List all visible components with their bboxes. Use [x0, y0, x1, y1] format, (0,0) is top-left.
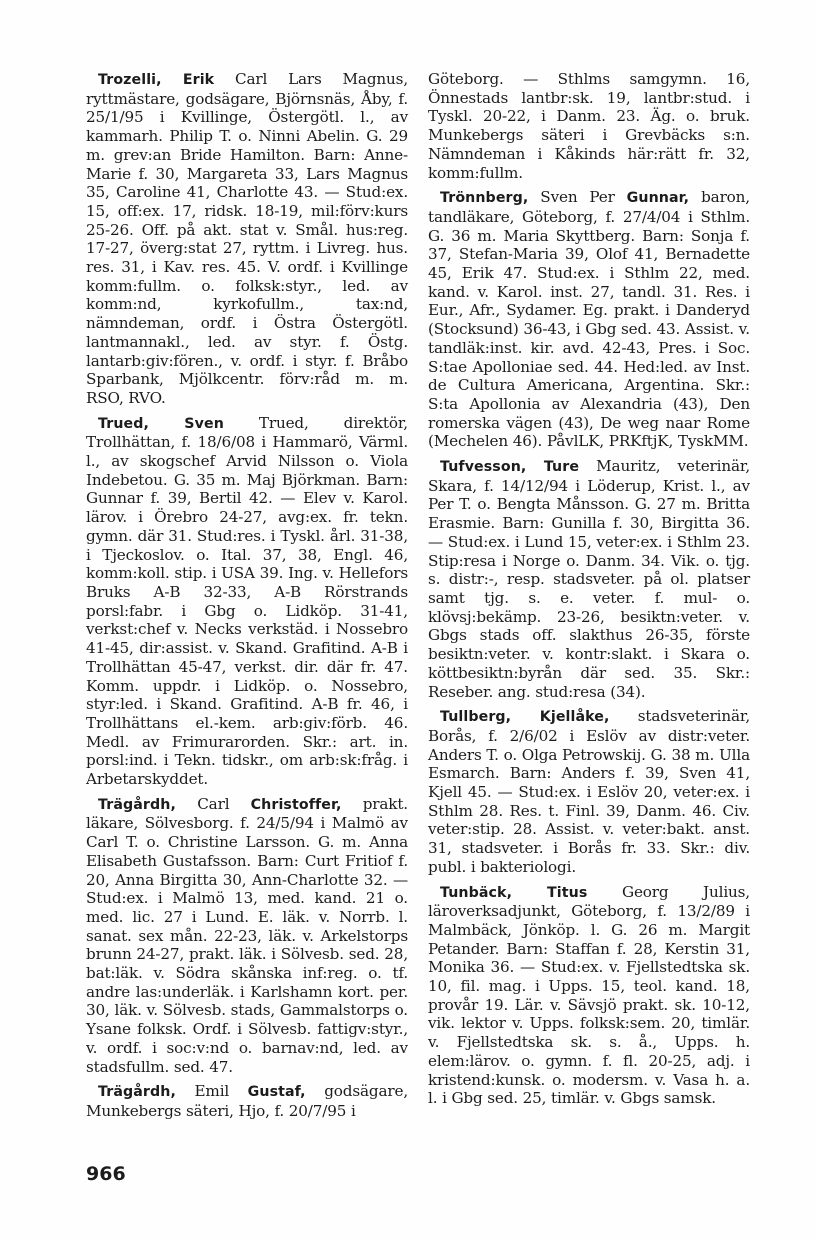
page-number: 966 — [86, 1163, 126, 1185]
entry-name: Trönnberg, — [440, 190, 529, 207]
entry-given-names: Carl — [175, 794, 251, 813]
entry-text: baron, tandläkare, Göteborg, f. 27/4/04 i Sthlm. G. 36 m. Maria Skyttberg. Barn: Sonja f. 37, Stefan-Maria 39, Olof 41, Bernadette 45, Erik 47. Stud:ex. i Sthlm 22, med. kand. v. Karol. inst. 27, tandl. 31. Res. i Eur., Afr., Sydamer. Eg. prakt. i Danderyd (Stocksund) 36-43, i Gbg sed. 43. Assist. v. tandläk:inst. kir. avd. 42-43, Pres. i Soc. S:tae Apolloniae sed. 44. Hed:led. av Inst. de Cultura Americana, Argentina. Skr.: S:ta Apollonia av Alexandria (43), Den romerska vägen (43), De weg naar Rome (Mechelen 46). PåvlLK, PRKftjK, TyskMM. — [428, 188, 750, 451]
entry-call-name: Christoffer, — [250, 796, 342, 813]
entry-name: Tullberg, Kjellåke, — [440, 709, 610, 726]
entry-tullberg — [428, 707, 750, 876]
entry-continuation — [428, 70, 750, 182]
entry-name: Tunbäck, Titus — [440, 884, 588, 901]
entry-name: Trozelli, Erik — [98, 72, 215, 88]
entry-tragardh-carl — [86, 795, 408, 1077]
entry-given-names: Emil — [175, 1082, 248, 1101]
entry-name: Trued, Sven — [98, 415, 224, 432]
entry-given-names: Sven Per — [528, 188, 627, 207]
entry-text: godsägare, Munkebergs säteri, Hjo, f. 20/7/95 i — [86, 1082, 408, 1120]
entry-name: Tufvesson, Ture — [440, 459, 580, 476]
entry-trued — [86, 414, 408, 789]
entry-trozelli — [86, 70, 408, 408]
entry-text: Carl Lars Magnus, ryttmästare, godsägare, Björnsnäs, Åby, f. 25/1/95 i Kvillinge, Östergötl. l., av kammarh. Philip T. o. Ninni Abelin. G. 29 m. grev:an Bride Hamilton. Barn: Anne-Marie f. 30, Margareta 33, Lars Magnus 35, Caroline 41, Charlotte 43. — Stud:ex. 15, off:ex. 17, ridsk. 18-19, mil:förv:kurs 25-26. Off. på akt. stat v. Smål. hus:reg. 17-27, överg:stat 27, ryttm. i Livreg. hus. res. 31, i Kav. res. 45. V. ordf. i Kvillinge komm:fullm. o. folksk:styr., led. av komm:nd, kyrkofullm., tax:nd, nämndeman, ordf. i Östra Östergötl. lantmannakl., led. av styr. f. Östg. lantarb:giv:fören., v. ordf. i styr. f. Bråbo Sparbank, Mjölkcentr. förv:råd m. m. RSO, RVO. — [86, 70, 408, 407]
entry-name: Trägårdh, — [98, 1084, 176, 1101]
entry-call-name: Gustaf, — [247, 1084, 306, 1101]
entry-text: prakt. läkare, Sölvesborg. f. 24/5/94 i Malmö av Carl T. o. Christine Larsson. G. m. Anna Elisabeth Gustafsson. Barn: Curt Fritiof f. 20, Anna Birgitta 30, Ann-Charlotte 32. — Stud:ex. i Malmö 13, med. kand. 21 o. med. lic. 27 i Lund. E. läk. v. Norrb. l. sanat. sex mån. 22-23, läk. v. Arkelstorps brunn 24-27, prakt. läk. i Sölvesb. sed. 28, bat:läk. v. Södra skånska inf:reg. o. tf. andre las:underläk. i Karlshamn kort. per. 30, läk. v. Sölvesb. stads, Gammalstorps o. Ysane folksk. Ordf. i Sölvesb. fattigv:styr., v. ordf. i soc:v:nd o. barnav:nd, led. av stadsfullm. sed. 47. — [86, 794, 408, 1076]
entry-text: Mauritz, veterinär, Skara, f. 14/12/94 i Löderup, Krist. l., av Per T. o. Bengta Månsson. G. 27 m. Britta Erasmie. Barn: Gunilla f. 30, Birgitta 36. — Stud:ex. i Lund 15, veter:ex. i Sthlm 23. Stip:resa i Norge o. Danm. 34. Vik. o. tjg. s. distr:-, resp. stadsveter. på ol. platser samt tjg. s. e. veter. f. mul- o. klövsj:bekämp. 23-26, besiktn:veter. v. Gbgs stads off. slakthus 26-35, förste besiktn:veter. v. kontr:slakt. i Skara o. köttbesiktn:byrån där sed. 35. Skr.: Reseber. ang. stud:resa (34). — [428, 457, 751, 701]
entry-text: Göteborg. — Sthlms samgymn. 16, Önnestads lantbr:sk. 19, lantbr:stud. i Tyskl. 20-22, i Danm. 23. Äg. o. bruk. Munkebergs säteri i Grevbäcks s:n. Nämndeman i Kåkinds här:rätt fr. 32, komm:fullm. — [428, 70, 750, 182]
entry-text: Georg Julius, läroverksadjunkt, Göteborg, f. 13/2/89 i Malmbäck, Jönköp. l. G. 26 m. Margit Petander. Barn: Staffan f. 28, Kerstin 31, Monika 36. — Stud:ex. v. Fjellstedtska sk. 10, fil. mag. i Upps. 15, teol. kand. 18, provår 19. Lär. v. Sävsjö prakt. sk. 10-12, vik. lektor v. Upps. folksk:sem. 20, timlär. v. Fjellstedtska sk. s. å., Upps. h. elem:lärov. o. gymn. f. fl. 20-25, adj. i kristend:kunsk. o. modersm. v. Vasa h. a. l. i Gbg sed. 25, timlär. v. Gbgs samsk. — [428, 882, 750, 1108]
entry-tufvesson — [428, 457, 750, 701]
entry-call-name: Gunnar, — [626, 190, 690, 207]
entry-tragardh-emil — [86, 1082, 408, 1120]
entry-tunback — [428, 883, 750, 1108]
entry-text: Trued, direktör, Trollhättan, f. 18/6/08 i Hammarö, Värml. l., av skogschef Arvid Nilsson o. Viola Indebetou. G. 35 m. Maj Björkman. Barn: Gunnar f. 39, Bertil 42. — Elev v. Karol. lärov. i Örebro 24-27, avg:ex. fr. tekn. gymn. där 31. Stud:res. i Tyskl. årl. 31-38, i Tjeckoslov. o. Ital. 37, 38, Engl. 46, komm:koll. stip. i USA 39. Ing. v. Hellefors Bruks A-B 32-33, A-B Rörstrands porsl:fabr. i Gbg o. Lidköp. 31-41, verkst:chef v. Necks verkstäd. i Nossebro 41-45, dir:assist. v. Skand. Grafitind. A-B i Trollhättan 45-47, verkst. dir. där fr. 47. Komm. uppdr. i Lidköp. o. Nossebro, styr:led. i Skand. Grafitind. A-B fr. 46, i Trollhättans el.-kem. arb:giv:förb. 46. Medl. av Frimurarorden. Skr.: art. in. porsl:ind. i Tekn. tidskr., om arb:sk:fråg. i Arbetarskyddet. — [86, 413, 408, 789]
entry-name: Trägårdh, — [98, 796, 176, 813]
left-column — [86, 70, 408, 1127]
right-column — [428, 70, 750, 1114]
entry-tronnberg — [428, 188, 750, 451]
entry-text: stadsveterinär, Borås, f. 2/6/02 i Eslöv av distr:veter. Anders T. o. Olga Petrowskij. G. 38 m. Ulla Esmarch. Barn: Anders f. 39, Sven 41, Kjell 45. — Stud:ex. i Eslöv 20, veter:ex. i Sthlm 28. Res. t. Finl. 39, Danm. 46. Civ. veter:stip. 28. Assist. v. veter:bakt. anst. 31, stadsveter. i Borås fr. 33. Skr.: div. publ. i bakteriologi. — [428, 707, 750, 876]
